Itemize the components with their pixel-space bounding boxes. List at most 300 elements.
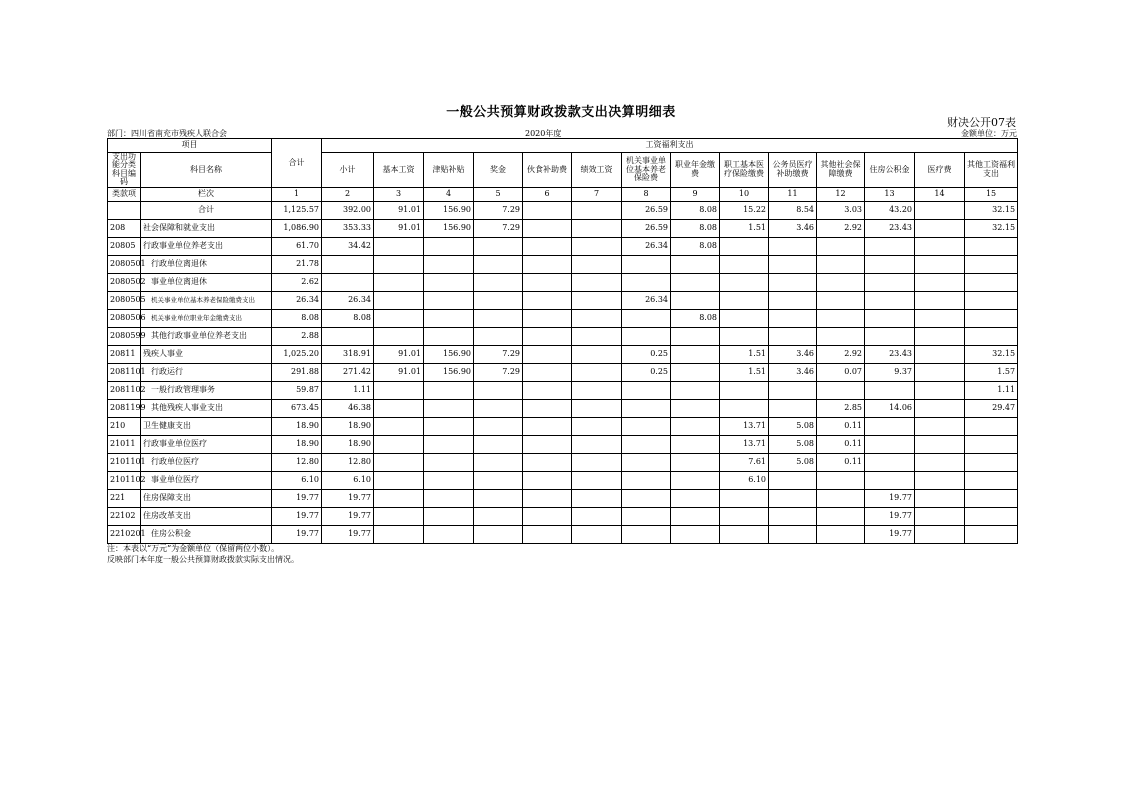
table-cell: 18.90: [272, 435, 322, 453]
table-cell: [572, 489, 622, 507]
table-cell: [424, 417, 474, 435]
table-cell: [523, 381, 572, 399]
table-cell: [769, 255, 817, 273]
table-cell: [915, 327, 965, 345]
header-subject-name: 科目名称: [141, 153, 272, 188]
table-cell: 21.78: [272, 255, 322, 273]
table-cell: 59.87: [272, 381, 322, 399]
table-cell: [720, 399, 769, 417]
header-subcol: 奖金: [474, 153, 523, 188]
row-code: 2080506: [108, 309, 141, 327]
table-cell: [671, 273, 720, 291]
table-cell: [915, 309, 965, 327]
total-cell: 3.03: [817, 201, 865, 219]
table-cell: 271.42: [322, 363, 374, 381]
table-cell: [523, 363, 572, 381]
table-cell: [865, 453, 915, 471]
column-number: 1: [272, 187, 322, 201]
table-cell: [572, 399, 622, 417]
table-cell: [915, 525, 965, 543]
table-cell: 8.08: [671, 219, 720, 237]
header-wage-group: 工资福利支出: [322, 139, 1018, 153]
table-row: [108, 345, 1018, 363]
table-cell: 14.06: [865, 399, 915, 417]
table-cell: [965, 237, 1018, 255]
table-cell: 6.10: [322, 471, 374, 489]
table-cell: [523, 507, 572, 525]
table-cell: 156.90: [424, 219, 474, 237]
table-cell: [671, 399, 720, 417]
table-cell: [523, 291, 572, 309]
table-cell: [474, 237, 523, 255]
table-cell: [622, 381, 671, 399]
total-cell: 15.22: [720, 201, 769, 219]
table-cell: [523, 345, 572, 363]
header-item: 项目: [108, 139, 272, 153]
table-cell: [965, 471, 1018, 489]
table-cell: 7.29: [474, 219, 523, 237]
table-cell: [915, 435, 965, 453]
table-cell: 18.90: [322, 417, 374, 435]
table-cell: [915, 345, 965, 363]
table-cell: [965, 507, 1018, 525]
table-cell: [720, 507, 769, 525]
table-cell: [622, 327, 671, 345]
table-row: [108, 219, 1018, 237]
table-cell: 6.10: [720, 471, 769, 489]
row-name: 行政事业单位医疗: [141, 435, 272, 453]
table-cell: [817, 327, 865, 345]
table-cell: [671, 417, 720, 435]
table-cell: [769, 327, 817, 345]
row-name: 住房保障支出: [141, 489, 272, 507]
table-cell: 673.45: [272, 399, 322, 417]
table-cell: [671, 453, 720, 471]
table-cell: [720, 237, 769, 255]
table-cell: 32.15: [965, 219, 1018, 237]
table-cell: [474, 381, 523, 399]
table-row: [108, 309, 1018, 327]
row-name: 事业单位医疗: [141, 471, 272, 489]
header-subcol: 伙食补助费: [523, 153, 572, 188]
header-subcol: 职工基本医疗保险缴费: [720, 153, 769, 188]
table-cell: 8.08: [272, 309, 322, 327]
header-func-class: 支出功能分类科目编码: [108, 153, 141, 188]
table-cell: 2.88: [272, 327, 322, 345]
table-row: [108, 489, 1018, 507]
table-cell: 18.90: [272, 417, 322, 435]
table-cell: [572, 507, 622, 525]
table-cell: [374, 489, 424, 507]
table-cell: [817, 507, 865, 525]
header-subcol: 其他工资福利支出: [965, 153, 1018, 188]
table-cell: [572, 525, 622, 543]
table-cell: [523, 219, 572, 237]
table-cell: [622, 435, 671, 453]
table-cell: [965, 255, 1018, 273]
table-cell: [622, 507, 671, 525]
table-cell: [671, 291, 720, 309]
table-cell: 29.47: [965, 399, 1018, 417]
table-cell: 61.70: [272, 237, 322, 255]
header-subcol: 医疗费: [915, 153, 965, 188]
table-cell: 1.51: [720, 345, 769, 363]
total-cell: 7.29: [474, 201, 523, 219]
row-code: 2080501: [108, 255, 141, 273]
table-cell: [817, 255, 865, 273]
row-code: 20805: [108, 237, 141, 255]
table-cell: [720, 489, 769, 507]
table-cell: [769, 471, 817, 489]
table-cell: 19.77: [322, 507, 374, 525]
table-cell: 12.80: [322, 453, 374, 471]
table-cell: [817, 237, 865, 255]
header-subcol: 基本工资: [374, 153, 424, 188]
row-code: 2081102: [108, 381, 141, 399]
row-code: 208: [108, 219, 141, 237]
table-cell: [474, 255, 523, 273]
table-row: [108, 237, 1018, 255]
table-cell: [374, 237, 424, 255]
total-row: [108, 201, 1018, 219]
table-cell: [965, 453, 1018, 471]
table-cell: [965, 273, 1018, 291]
row-name: 行政单位医疗: [141, 453, 272, 471]
table-cell: [572, 453, 622, 471]
table-cell: [817, 291, 865, 309]
table-cell: [374, 291, 424, 309]
header-subcol: 津贴补贴: [424, 153, 474, 188]
column-number: 3: [374, 187, 424, 201]
table-cell: [965, 327, 1018, 345]
table-row: [108, 273, 1018, 291]
table-cell: 5.08: [769, 453, 817, 471]
unit-label: 金额单位：万元: [961, 129, 1017, 138]
table-cell: [572, 363, 622, 381]
table-cell: 156.90: [424, 345, 474, 363]
total-cell: 26.59: [622, 201, 671, 219]
table-cell: [817, 273, 865, 291]
table-cell: 0.11: [817, 435, 865, 453]
table-cell: [374, 435, 424, 453]
row-name: 卫生健康支出: [141, 417, 272, 435]
table-cell: [622, 489, 671, 507]
row-name: 机关事业单位基本养老保险缴费支出: [141, 291, 272, 309]
header-xiang: 项: [128, 188, 136, 198]
table-cell: [424, 309, 474, 327]
row-name: 机关事业单位职业年金缴费支出: [141, 309, 272, 327]
table-cell: [671, 345, 720, 363]
table-cell: [322, 327, 374, 345]
note-line: 注：本表以“万元”为金额单位（保留两位小数）。: [107, 544, 280, 553]
table-cell: [572, 309, 622, 327]
table-cell: [474, 309, 523, 327]
table-cell: [865, 273, 915, 291]
total-cell: [523, 201, 572, 219]
table-cell: 1,086.90: [272, 219, 322, 237]
table-cell: [622, 255, 671, 273]
table-cell: [720, 381, 769, 399]
table-cell: [915, 363, 965, 381]
table-row: [108, 471, 1018, 489]
table-cell: [523, 255, 572, 273]
row-name: 行政事业单位养老支出: [141, 237, 272, 255]
header-class-codes: [108, 187, 141, 201]
table-cell: [572, 381, 622, 399]
total-cell: [572, 201, 622, 219]
table-cell: [915, 381, 965, 399]
table-cell: [523, 417, 572, 435]
row-code: 2101102: [108, 471, 141, 489]
table-cell: 18.90: [322, 435, 374, 453]
table-cell: [322, 255, 374, 273]
table-cell: [572, 291, 622, 309]
table-cell: [572, 327, 622, 345]
column-number: 9: [671, 187, 720, 201]
row-code: 2080599: [108, 327, 141, 345]
table-cell: [523, 435, 572, 453]
header-total: 合计: [272, 139, 322, 188]
table-cell: [424, 327, 474, 345]
table-cell: [915, 417, 965, 435]
table-cell: 0.11: [817, 453, 865, 471]
notes: [107, 543, 299, 565]
table-row: [108, 363, 1018, 381]
table-cell: 3.46: [769, 219, 817, 237]
row-name: 其他行政事业单位养老支出: [141, 327, 272, 345]
table-cell: [523, 327, 572, 345]
table-cell: [671, 255, 720, 273]
table-cell: [523, 453, 572, 471]
table-cell: [865, 381, 915, 399]
header-kuan: 款: [120, 188, 128, 198]
table-cell: [572, 255, 622, 273]
table-cell: 5.08: [769, 417, 817, 435]
row-name: 行政单位离退休: [141, 255, 272, 273]
table-cell: 19.77: [322, 525, 374, 543]
total-cell: 8.54: [769, 201, 817, 219]
table-cell: 318.91: [322, 345, 374, 363]
table-cell: [915, 291, 965, 309]
table-cell: 2.85: [817, 399, 865, 417]
table-cell: [474, 273, 523, 291]
table-row: [108, 381, 1018, 399]
table-cell: [523, 525, 572, 543]
table-cell: [915, 255, 965, 273]
table-cell: [424, 525, 474, 543]
table-cell: [523, 273, 572, 291]
table-cell: [865, 309, 915, 327]
table-cell: 13.71: [720, 417, 769, 435]
table-cell: 26.34: [322, 291, 374, 309]
header-subcol: 公务员医疗补助缴费: [769, 153, 817, 188]
table-cell: 91.01: [374, 219, 424, 237]
row-code: 2101101: [108, 453, 141, 471]
table-cell: 1,025.20: [272, 345, 322, 363]
table-cell: 19.77: [322, 489, 374, 507]
table-cell: 8.08: [322, 309, 374, 327]
column-number: 2: [322, 187, 374, 201]
table-cell: [671, 489, 720, 507]
table-cell: 8.08: [671, 309, 720, 327]
column-number: 12: [817, 187, 865, 201]
table-cell: [374, 273, 424, 291]
table-cell: [374, 255, 424, 273]
table-cell: 0.07: [817, 363, 865, 381]
table-cell: [965, 435, 1018, 453]
table-cell: [671, 363, 720, 381]
table-cell: 23.43: [865, 345, 915, 363]
table-cell: 19.77: [865, 507, 915, 525]
table-cell: 26.34: [622, 237, 671, 255]
table-cell: [622, 273, 671, 291]
total-cell: 91.01: [374, 201, 424, 219]
table-cell: [374, 507, 424, 525]
column-number: 14: [915, 187, 965, 201]
table-cell: [817, 489, 865, 507]
table-cell: [523, 309, 572, 327]
table-cell: [720, 291, 769, 309]
table-cell: [474, 507, 523, 525]
table-cell: 19.77: [272, 489, 322, 507]
note-line: 反映部门本年度一般公共预算财政拨款实际支出情况。: [107, 555, 299, 564]
table-cell: [965, 525, 1018, 543]
table-cell: [424, 381, 474, 399]
table-cell: [523, 489, 572, 507]
table-cell: 1.51: [720, 363, 769, 381]
table-cell: 19.77: [865, 489, 915, 507]
table-cell: [671, 327, 720, 345]
table-cell: [572, 417, 622, 435]
table-cell: [915, 273, 965, 291]
table-cell: [474, 417, 523, 435]
table-cell: [374, 399, 424, 417]
column-number: 7: [572, 187, 622, 201]
total-cell: 8.08: [671, 201, 720, 219]
table-row: [108, 255, 1018, 273]
table-cell: [720, 273, 769, 291]
table-cell: 46.38: [322, 399, 374, 417]
table-cell: [965, 489, 1018, 507]
column-number: 6: [523, 187, 572, 201]
table-cell: [474, 471, 523, 489]
header-lanci: 栏次: [141, 187, 272, 201]
row-name: 社会保障和就业支出: [141, 219, 272, 237]
table-cell: [424, 489, 474, 507]
column-number: 13: [865, 187, 915, 201]
table-cell: [474, 435, 523, 453]
table-cell: 91.01: [374, 345, 424, 363]
total-cell: 156.90: [424, 201, 474, 219]
header-subcol: 小计: [322, 153, 374, 188]
column-number: 11: [769, 187, 817, 201]
table-cell: [915, 219, 965, 237]
table-cell: [474, 327, 523, 345]
row-code: 2081199: [108, 399, 141, 417]
table-cell: [474, 525, 523, 543]
table-cell: 2.92: [817, 345, 865, 363]
total-code: [108, 201, 141, 219]
table-cell: [769, 237, 817, 255]
table-cell: [915, 399, 965, 417]
table-cell: 1.11: [322, 381, 374, 399]
table-cell: [671, 471, 720, 489]
table-cell: [523, 399, 572, 417]
table-cell: [424, 273, 474, 291]
row-code: 2210201: [108, 525, 141, 543]
table-cell: [374, 417, 424, 435]
table-cell: [424, 435, 474, 453]
table-cell: [720, 309, 769, 327]
table-cell: [769, 525, 817, 543]
table-cell: [915, 471, 965, 489]
column-number: 5: [474, 187, 523, 201]
department-label: 部门：四川省南充市残疾人联合会: [107, 129, 227, 138]
column-number: 8: [622, 187, 671, 201]
table-cell: [915, 489, 965, 507]
table-cell: [622, 471, 671, 489]
row-code: 221: [108, 489, 141, 507]
expenditure-table: [107, 138, 1018, 544]
table-cell: 353.33: [322, 219, 374, 237]
table-cell: [915, 453, 965, 471]
table-cell: [374, 381, 424, 399]
table-cell: 91.01: [374, 363, 424, 381]
total-label: 合计: [141, 201, 272, 219]
header-lei: 类: [112, 188, 120, 198]
form-number: 财决公开07表: [947, 116, 1016, 129]
table-cell: 1.11: [965, 381, 1018, 399]
table-cell: 7.61: [720, 453, 769, 471]
table-cell: [572, 273, 622, 291]
table-cell: 1.51: [720, 219, 769, 237]
table-cell: [523, 471, 572, 489]
header-subcol: 绩效工资: [572, 153, 622, 188]
table-cell: 26.59: [622, 219, 671, 237]
row-code: 22102: [108, 507, 141, 525]
table-cell: [474, 399, 523, 417]
table-cell: 0.25: [622, 363, 671, 381]
page-title: 一般公共预算财政拨款支出决算明细表: [446, 105, 676, 120]
header-subcol: 机关事业单位基本养老保险费: [622, 153, 671, 188]
table-cell: 1.57: [965, 363, 1018, 381]
total-cell: 1,125.57: [272, 201, 322, 219]
table-cell: 3.46: [769, 345, 817, 363]
table-cell: 12.80: [272, 453, 322, 471]
table-cell: [622, 525, 671, 543]
table-cell: 26.34: [272, 291, 322, 309]
table-cell: [769, 291, 817, 309]
table-cell: [965, 309, 1018, 327]
table-cell: [622, 417, 671, 435]
table-cell: [671, 507, 720, 525]
table-cell: 19.77: [865, 525, 915, 543]
table-cell: [720, 327, 769, 345]
column-number: 4: [424, 187, 474, 201]
table-cell: 5.08: [769, 435, 817, 453]
table-cell: [915, 237, 965, 255]
table-cell: [769, 309, 817, 327]
table-cell: 19.77: [272, 525, 322, 543]
column-number: 10: [720, 187, 769, 201]
row-name: 行政运行: [141, 363, 272, 381]
table-cell: 23.43: [865, 219, 915, 237]
table-cell: [622, 309, 671, 327]
table-cell: [572, 435, 622, 453]
table-cell: [474, 453, 523, 471]
table-cell: 8.08: [671, 237, 720, 255]
row-code: 20811: [108, 345, 141, 363]
